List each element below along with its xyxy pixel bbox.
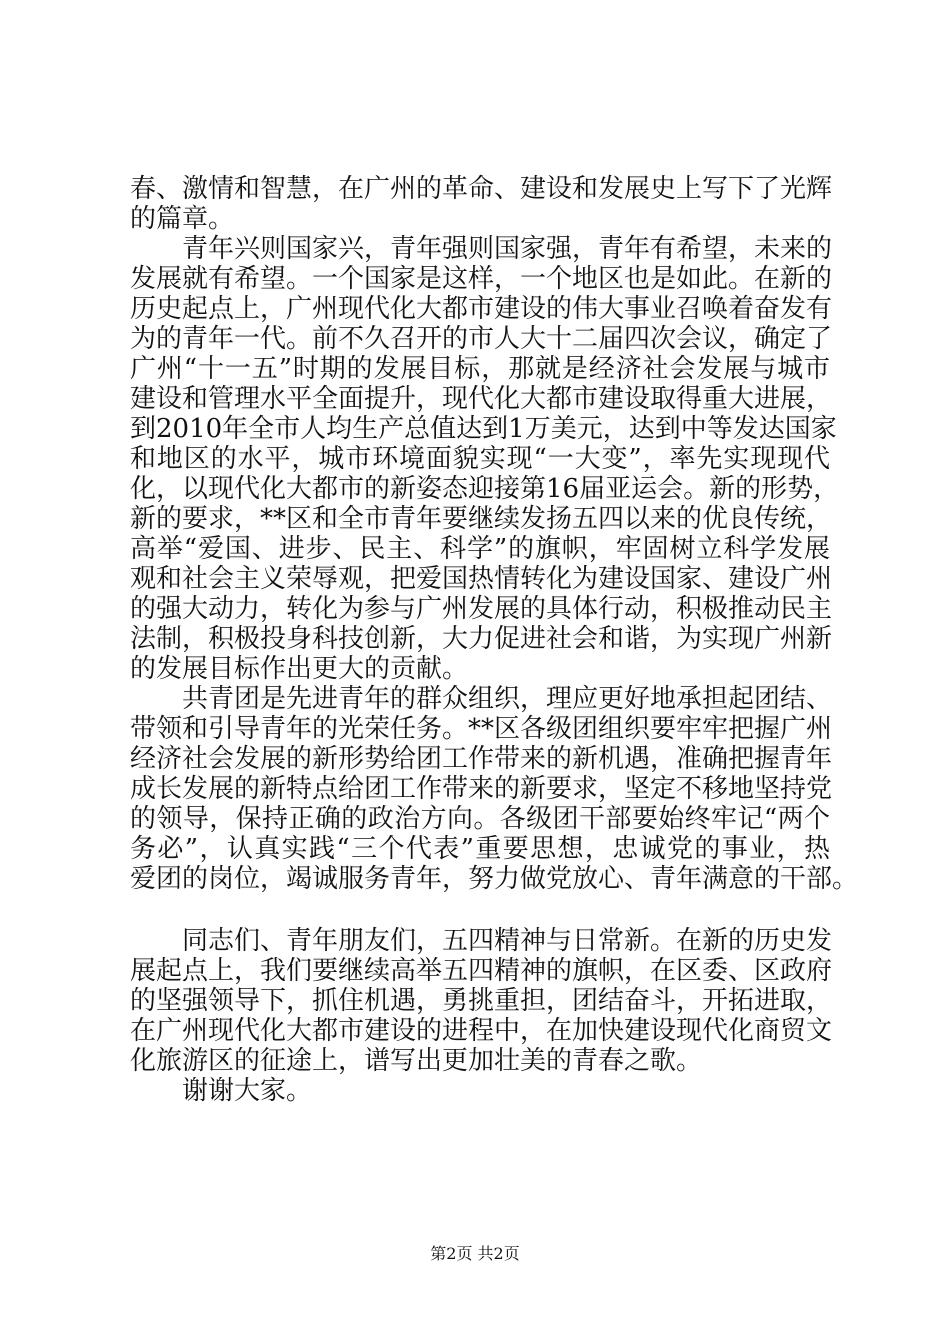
text-line: 务必”，认真实践“三个代表”重要思想，忠诚党的事业，热 — [130, 834, 830, 864]
text-line: 同志们、青年朋友们，五四精神与日常新。在新的历史发 — [182, 926, 833, 956]
text-line: 化旅游区的征途上，谱写出更加壮美的青春之歌。 — [130, 1046, 703, 1076]
text-line: 建设和管理水平全面提升，现代化大都市建设取得重大进展， — [130, 384, 833, 414]
text-line: 法制，积极投身科技创新，大力促进社会和谐，为实现广州新 — [130, 624, 833, 654]
paragraph-spacer — [130, 894, 830, 926]
text-line: 成长发展的新特点给团工作带来的新要求，坚定不移地坚持党 — [130, 774, 833, 804]
text-line: 春、激情和智慧，在广州的革命、建设和发展史上写下了光辉 — [130, 174, 833, 204]
text-line: 广州“十一五”时期的发展目标，那就是经济社会发展与城市 — [130, 354, 830, 384]
text-line: 的发展目标作出更大的贡献。 — [130, 654, 469, 684]
text-line: 的篇章。 — [130, 204, 235, 234]
text-line: 到2010年全市人均生产总值达到1万美元，达到中等发达国家 — [130, 414, 837, 444]
text-line: 青年兴则国家兴，青年强则国家强，青年有希望，未来的 — [182, 234, 833, 264]
text-line: 的领导，保持正确的政治方向。各级团干部要始终牢记“两个 — [130, 804, 830, 834]
document-body — [130, 174, 859, 1106]
text-line: 展起点上，我们要继续高举五四精神的旗帜，在区委、区政府 — [130, 956, 833, 986]
text-line: 爱团的岗位，竭诚服务青年，努力做党放心、青年满意的干部。 — [130, 864, 859, 894]
page-number-label: 第2页 共2页 — [430, 1244, 520, 1263]
text-line: 高举“爱国、进步、民主、科学”的旗帜，牢固树立科学发展 — [130, 534, 830, 564]
text-line: 新的要求，**区和全市青年要继续发扬五四以来的优良传统， — [130, 504, 833, 534]
text-line: 历史起点上，广州现代化大都市建设的伟大事业召唤着奋发有 — [130, 294, 833, 324]
text-line: 观和社会主义荣辱观，把爱国热情转化为建设国家、建设广州 — [130, 564, 833, 594]
text-line: 和地区的水平，城市环境面貌实现“一大变”，率先实现现代 — [130, 444, 830, 474]
text-line: 的强大动力，转化为参与广州发展的具体行动，积极推动民主 — [130, 594, 833, 624]
paragraph — [130, 926, 833, 1076]
paragraph — [130, 1076, 830, 1106]
text-line: 发展就有希望。一个国家是这样，一个地区也是如此。在新的 — [130, 264, 833, 294]
text-line: 化，以现代化大都市的新姿态迎接第16届亚运会。新的形势， — [130, 474, 840, 504]
text-line: 在广州现代化大都市建设的进程中，在加快建设现代化商贸文 — [130, 1016, 833, 1046]
page-footer — [0, 1244, 950, 1264]
paragraph — [130, 174, 833, 234]
text-line: 的坚强领导下，抓住机遇，勇挑重担，团结奋斗，开拓进取， — [130, 986, 833, 1016]
text-line: 为的青年一代。前不久召开的市人大十二届四次会议，确定了 — [130, 324, 833, 354]
paragraph — [130, 684, 859, 894]
text-line: 带领和引导青年的光荣任务。**区各级团组织要牢牢把握广州 — [130, 714, 833, 744]
text-line: 谢谢大家。 — [182, 1076, 313, 1106]
text-line: 共青团是先进青年的群众组织，理应更好地承担起团结、 — [182, 684, 833, 714]
paragraph — [130, 234, 840, 684]
text-line: 经济社会发展的新形势给团工作带来的新机遇，准确把握青年 — [130, 744, 833, 774]
